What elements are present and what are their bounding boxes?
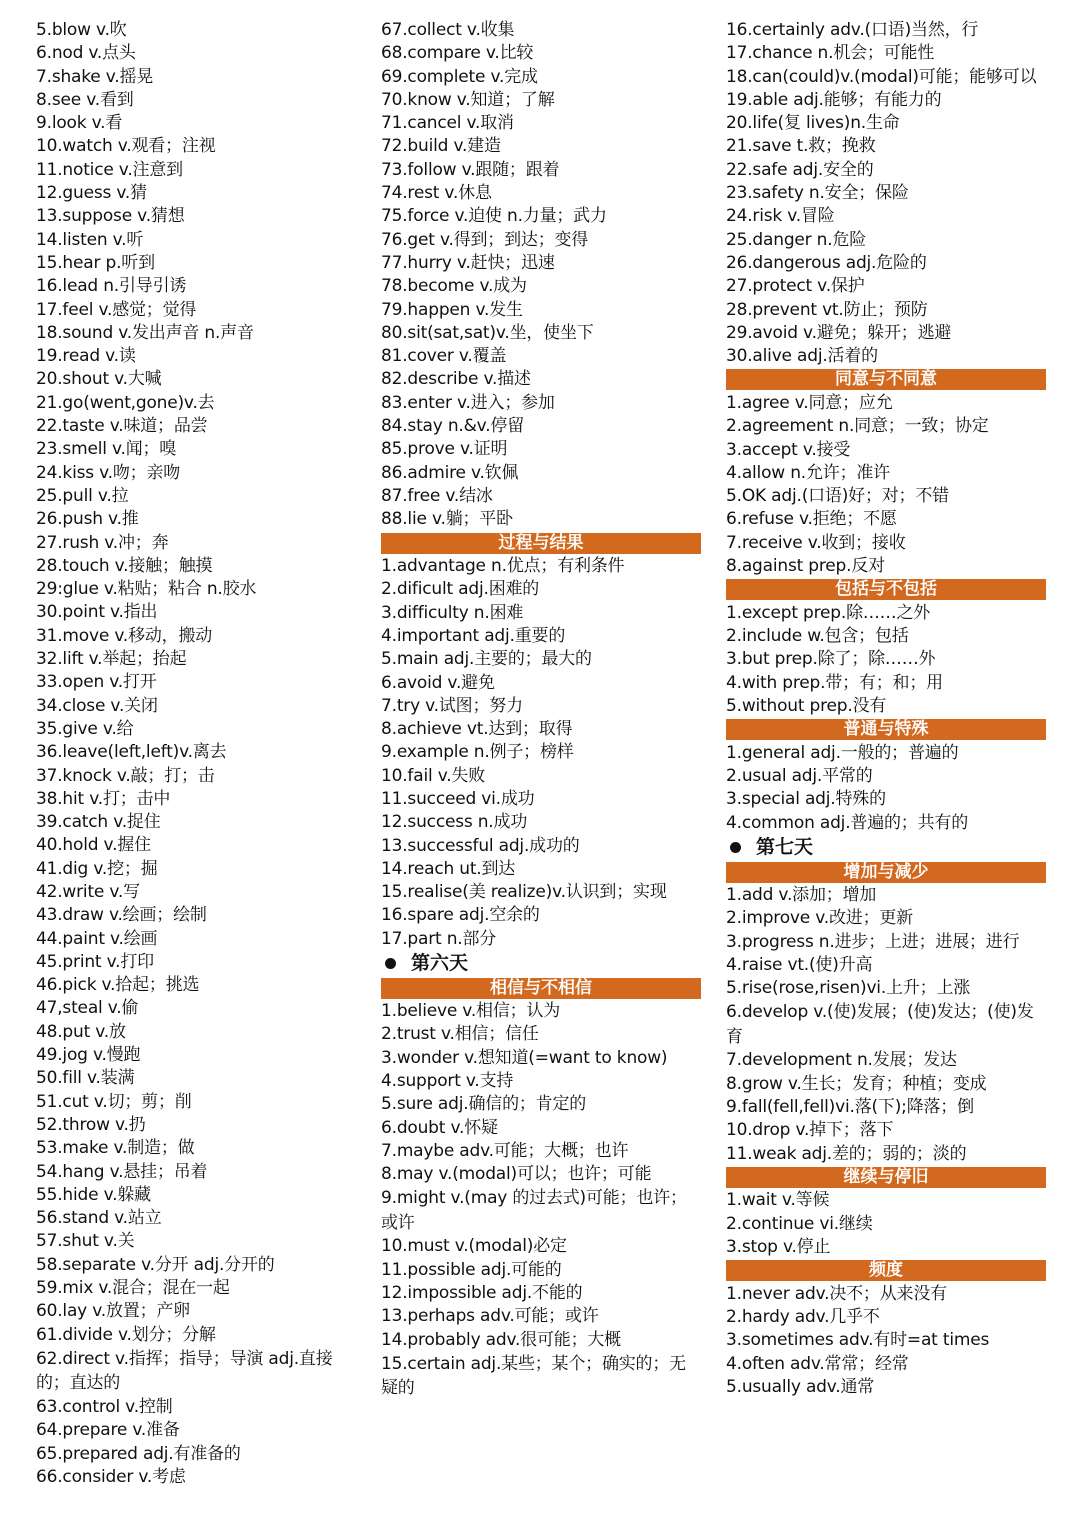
vocab-entry: 10.fail v.失败 bbox=[381, 765, 486, 786]
bullet-dot-icon bbox=[730, 842, 741, 853]
vocab-entry: 83.enter v.进入；参加 bbox=[381, 392, 555, 413]
vocab-entry: 3.special adj.特殊的 bbox=[726, 789, 886, 810]
vocab-entry: 64.prepare v.准备 bbox=[36, 1420, 180, 1441]
vocab-entry: 15.hear p.听到 bbox=[36, 252, 155, 273]
vocab-entry: 76.get v.得到；到达；变得 bbox=[381, 229, 589, 250]
vocab-entry: 20.shout v.大喊 bbox=[36, 369, 162, 390]
vocab-entry: 1.believe v.相信；认为 bbox=[381, 1001, 561, 1022]
vocab-entry: 54.hang v.悬挂；吊着 bbox=[36, 1161, 208, 1182]
day-heading bbox=[381, 951, 701, 976]
vocab-entry: 81.cover v.覆盖 bbox=[381, 346, 507, 367]
vocab-entry: 11.succeed vi.成功 bbox=[381, 789, 535, 809]
vocab-entry: 45.print v.打印 bbox=[36, 951, 154, 972]
vocab-entry: 32.lift v.举起；抬起 bbox=[36, 649, 187, 670]
vocab-entry: 80.sit(sat,sat)v.坐，使坐下 bbox=[381, 322, 594, 343]
vocab-entry: 18.can(could)v.(modal)可能；能够可以 bbox=[726, 66, 1037, 87]
vocab-entry: 73.follow v.跟随；跟着 bbox=[381, 159, 560, 180]
vocab-entry: 67.collect v.收集 bbox=[381, 20, 515, 40]
vocab-entry: 6.avoid v.避免 bbox=[381, 672, 495, 693]
vocab-column-2 bbox=[381, 19, 701, 1401]
vocab-entry: 44.paint v.绘画 bbox=[36, 928, 158, 949]
vocab-entry: 5.usually adv.通常 bbox=[726, 1377, 875, 1398]
day-heading bbox=[726, 835, 1046, 860]
vocab-entry: 9.look v.看 bbox=[36, 113, 123, 134]
vocab-entry: 5.main adj.主要的；最大的 bbox=[381, 649, 592, 670]
vocab-entry: 8.see v.看到 bbox=[36, 89, 134, 110]
vocab-entry: 19.read v.读 bbox=[36, 346, 136, 367]
vocab-entry: 39.catch v.捉住 bbox=[36, 812, 161, 833]
vocab-entry: 52.throw v.扔 bbox=[36, 1114, 146, 1135]
vocab-entry: 33.open v.打开 bbox=[36, 672, 157, 693]
vocab-entry: 13.perhaps adv.可能；或许 bbox=[381, 1306, 599, 1327]
vocab-entry: 6.doubt v.怀疑 bbox=[381, 1117, 498, 1138]
vocab-entry: 23.safety n.安全；保险 bbox=[726, 183, 909, 204]
vocab-entry: 2.include w.包含；包括 bbox=[726, 626, 909, 647]
vocab-entry: 21.go(went,gone)v.去 bbox=[36, 392, 215, 413]
vocab-entry: 38.hit v.打；击中 bbox=[36, 788, 171, 809]
vocab-entry: 15.certain adj.某些；某个；确实的；无疑的 bbox=[381, 1353, 686, 1399]
vocab-entry: 2.agreement n.同意；一致；协定 bbox=[726, 416, 989, 437]
vocab-entry: 57.shut v.关 bbox=[36, 1231, 135, 1252]
vocab-entry: 13.successful adj.成功的 bbox=[381, 835, 580, 856]
vocab-entry: 3.but prep.除了；除……外 bbox=[726, 649, 936, 670]
vocab-entry: 17.feel v.感觉；觉得 bbox=[36, 299, 197, 320]
vocab-column-1 bbox=[36, 19, 366, 1489]
section-header: 过程与结果 bbox=[381, 533, 701, 554]
vocab-entry: 20.life(复 lives)n.生命 bbox=[726, 113, 900, 134]
vocab-entry: 55.hide v.躲藏 bbox=[36, 1184, 151, 1205]
vocab-entry: 6.refuse v.拒绝；不愿 bbox=[726, 509, 897, 530]
vocab-entry: 82.describe v.描述 bbox=[381, 369, 531, 390]
vocab-entry: 15.realise(美 realize)v.认识到；实现 bbox=[381, 882, 667, 903]
vocab-entry: 30.point v.指出 bbox=[36, 602, 158, 623]
vocab-entry: 51.cut v.切；剪；削 bbox=[36, 1091, 192, 1112]
vocab-entry: 9.fall(fell,fell)vi.落(下);降落；倒 bbox=[726, 1097, 974, 1118]
vocab-entry: 10.drop v.掉下；落下 bbox=[726, 1120, 894, 1141]
vocab-entry: 40.hold v.握住 bbox=[36, 835, 151, 856]
vocab-entry: 7.receive v.收到；接收 bbox=[726, 532, 906, 553]
vocab-entry: 85.prove v.证明 bbox=[381, 439, 508, 460]
vocab-entry: 69.complete v.完成 bbox=[381, 66, 538, 87]
vocab-entry: 23.smell v.闻；嗅 bbox=[36, 439, 177, 460]
vocab-entry: 34.close v.关闭 bbox=[36, 695, 158, 716]
vocab-entry: 2.dificult adj.困难的 bbox=[381, 579, 540, 600]
day-heading-label: 第六天 bbox=[411, 952, 469, 975]
section-header: 普通与特殊 bbox=[726, 719, 1046, 740]
vocab-entry: 9.example n.例子；榜样 bbox=[381, 742, 574, 763]
vocab-entry: 88.lie v.躺；平卧 bbox=[381, 509, 513, 530]
vocab-entry: 84.stay n.&v.停留 bbox=[381, 416, 525, 437]
vocab-entry: 2.hardy adv.几乎不 bbox=[726, 1307, 880, 1328]
vocab-entry: 35.give v.给 bbox=[36, 718, 134, 739]
vocab-entry: 24.kiss v.吻；亲吻 bbox=[36, 462, 181, 483]
vocab-entry: 59.mix v.混合；混在一起 bbox=[36, 1278, 230, 1299]
vocab-entry: 5.sure adj.确信的；肯定的 bbox=[381, 1094, 587, 1115]
vocab-entry: 41.dig v.挖；掘 bbox=[36, 858, 158, 879]
vocab-entry: 62.direct v.指挥；指导；导演 adj.直接的；直达的 bbox=[36, 1348, 333, 1394]
vocab-entry: 72.build v.建造 bbox=[381, 136, 501, 157]
vocab-entry: 3.stop v.停止 bbox=[726, 1237, 831, 1258]
vocab-entry: 53.make v.制造；做 bbox=[36, 1138, 195, 1159]
vocab-entry: 14.listen v.听 bbox=[36, 229, 144, 250]
vocab-entry: 5.OK adj.(口语)好；对；不错 bbox=[726, 486, 949, 507]
vocab-entry: 7.development n.发展；发达 bbox=[726, 1050, 957, 1071]
vocab-entry: 14.reach ut.到达 bbox=[381, 858, 516, 879]
vocab-entry: 4.common adj.普遍的；共有的 bbox=[726, 812, 969, 833]
vocab-entry: 29:glue v.粘贴；粘合 n.胶水 bbox=[36, 579, 257, 600]
vocab-entry: 8.against prep.反对 bbox=[726, 556, 885, 577]
vocab-entry: 12.success n.成功 bbox=[381, 812, 528, 833]
vocab-entry: 11.possible adj.可能的 bbox=[381, 1259, 562, 1280]
vocab-entry: 13.suppose v.猜想 bbox=[36, 206, 185, 227]
section-header: 频度 bbox=[726, 1260, 1046, 1281]
vocab-entry: 4.raise vt.(使)升高 bbox=[726, 954, 873, 975]
day-heading-label: 第七天 bbox=[756, 836, 814, 858]
vocab-entry: 87.free v.结冰 bbox=[381, 485, 493, 506]
vocab-entry: 70.know v.知道；了解 bbox=[381, 89, 555, 110]
vocab-entry: 4.support v.支持 bbox=[381, 1070, 514, 1091]
vocab-entry: 12.impossible adj.不能的 bbox=[381, 1283, 583, 1304]
vocab-entry: 2.usual adj.平常的 bbox=[726, 766, 873, 787]
vocab-entry: 16.lead n.引导引诱 bbox=[36, 276, 187, 297]
vocab-entry: 22.safe adj.安全的 bbox=[726, 159, 874, 180]
vocab-entry: 4.with prep.带；有；和；用 bbox=[726, 672, 943, 693]
vocab-entry: 68.compare v.比较 bbox=[381, 43, 534, 64]
vocab-entry: 3.progress n.进步；上进；进展；进行 bbox=[726, 931, 1020, 952]
vocab-entry: 10.watch v.观看；注视 bbox=[36, 136, 216, 157]
vocab-entry: 3.difficulty n.困难 bbox=[381, 602, 524, 623]
vocab-entry: 6.nod v.点头 bbox=[36, 43, 136, 64]
vocab-entry: 7.try v.试图；努力 bbox=[381, 695, 523, 716]
vocab-entry: 5.blow v.吹 bbox=[36, 20, 127, 40]
vocab-entry: 4.allow n.允许；准许 bbox=[726, 462, 890, 483]
vocab-entry: 5.rise(rose,risen)vi.上升；上涨 bbox=[726, 978, 971, 999]
vocab-entry: 37.knock v.敲；打；击 bbox=[36, 765, 215, 786]
vocab-entry: 1.never adv.决不；从来没有 bbox=[726, 1283, 947, 1304]
vocab-entry: 74.rest v.休息 bbox=[381, 183, 492, 204]
vocab-entry: 36.leave(left,left)v.离去 bbox=[36, 742, 227, 763]
section-header: 包括与不包括 bbox=[726, 579, 1046, 600]
vocab-entry: 21.save t.救；挽救 bbox=[726, 136, 876, 157]
vocab-entry: 11.weak adj.差的；弱的；淡的 bbox=[726, 1143, 967, 1164]
vocab-entry: 10.must v.(modal)必定 bbox=[381, 1236, 567, 1257]
vocab-entry: 65.prepared adj.有准备的 bbox=[36, 1443, 241, 1464]
bullet-dot-icon bbox=[385, 958, 396, 969]
vocab-entry: 26.push v.推 bbox=[36, 509, 139, 530]
vocab-column-3 bbox=[726, 19, 1046, 1399]
vocab-entry: 8.may v.(modal)可以；也许；可能 bbox=[381, 1164, 652, 1185]
vocab-entry: 7.shake v.摇晃 bbox=[36, 66, 154, 87]
vocab-entry: 6.develop v.(使)发展；(使)发达；(使)发育 bbox=[726, 1002, 1034, 1047]
vocab-entry: 25.pull v.拉 bbox=[36, 485, 129, 506]
vocab-entry: 50.fill v.装满 bbox=[36, 1068, 135, 1089]
vocab-entry: 1.advantage n.优点；有利条件 bbox=[381, 556, 625, 577]
vocab-entry: 18.sound v.发出声音 n.声音 bbox=[36, 322, 254, 343]
vocab-entry: 12.guess v.猜 bbox=[36, 183, 147, 204]
vocab-entry: 16.spare adj.空余的 bbox=[381, 905, 540, 926]
vocab-entry: 75.force v.迫使 n.力量；武力 bbox=[381, 206, 607, 227]
vocab-entry: 1.general adj.一般的；普遍的 bbox=[726, 742, 959, 763]
vocab-entry: 48.put v.放 bbox=[36, 1021, 126, 1042]
vocab-entry: 22.taste v.味道；品尝 bbox=[36, 416, 208, 437]
vocab-entry: 86.admire v.钦佩 bbox=[381, 462, 519, 483]
vocab-entry: 3.sometimes adv.有时=at times bbox=[726, 1330, 990, 1351]
vocab-entry: 2.continue vi.继续 bbox=[726, 1213, 873, 1234]
vocab-entry: 3.accept v.接受 bbox=[726, 439, 851, 460]
vocab-entry: 7.maybe adv.可能；大概；也许 bbox=[381, 1140, 629, 1161]
vocab-entry: 79.happen v.发生 bbox=[381, 299, 523, 320]
vocab-entry: 1.except prep.除……之外 bbox=[726, 602, 931, 623]
vocab-entry: 25.danger n.危险 bbox=[726, 229, 867, 250]
vocab-entry: 43.draw v.绘画；绘制 bbox=[36, 905, 207, 926]
vocab-entry: 14.probably adv.很可能；大概 bbox=[381, 1329, 621, 1350]
section-header: 继续与停旧 bbox=[726, 1167, 1046, 1188]
vocab-entry: 1.wait v.等候 bbox=[726, 1190, 830, 1211]
vocab-entry: 2.improve v.改进；更新 bbox=[726, 908, 913, 929]
vocab-entry: 2.trust v.相信；信任 bbox=[381, 1024, 539, 1045]
vocab-entry: 49.jog v.慢跑 bbox=[36, 1045, 141, 1066]
vocab-entry: 8.grow v.生长；发育；种植；变成 bbox=[726, 1073, 987, 1094]
vocab-entry: 9.might v.(may 的过去式)可能；也许；或许 bbox=[381, 1188, 687, 1233]
vocab-entry: 5.without prep.没有 bbox=[726, 696, 887, 717]
vocab-entry: 29.avoid v.避免；躲开；逃避 bbox=[726, 322, 952, 343]
vocab-entry: 60.lay v.放置；产卵 bbox=[36, 1301, 190, 1322]
vocab-entry: 1.add v.添加；增加 bbox=[726, 885, 877, 905]
vocab-entry: 77.hurry v.赶快；迅速 bbox=[381, 252, 555, 273]
vocab-entry: 61.divide v.划分；分解 bbox=[36, 1324, 216, 1345]
vocab-entry: 28.touch v.接触；触摸 bbox=[36, 555, 213, 576]
vocab-entry: 78.become v.成为 bbox=[381, 276, 527, 297]
section-header: 相信与不相信 bbox=[381, 978, 701, 999]
vocab-entry: 4.often adv.常常；经常 bbox=[726, 1353, 909, 1374]
vocab-entry: 47,steal v.偷 bbox=[36, 998, 139, 1019]
vocab-entry: 1.agree v.同意；应允 bbox=[726, 392, 893, 413]
vocab-entry: 66.consider v.考虑 bbox=[36, 1466, 186, 1487]
vocab-entry: 8.achieve vt.达到；取得 bbox=[381, 719, 573, 740]
vocab-entry: 11.notice v.注意到 bbox=[36, 159, 183, 180]
section-header: 增加与减少 bbox=[726, 862, 1046, 883]
vocab-entry: 17.part n.部分 bbox=[381, 928, 497, 949]
vocab-entry: 24.risk v.冒险 bbox=[726, 206, 835, 227]
vocab-entry: 17.chance n.机会；可能性 bbox=[726, 43, 935, 64]
vocab-entry: 56.stand v.站立 bbox=[36, 1208, 162, 1229]
vocab-entry: 4.important adj.重要的 bbox=[381, 625, 566, 646]
vocab-entry: 27.rush v.冲；奔 bbox=[36, 532, 169, 553]
vocab-entry: 19.able adj.能够；有能力的 bbox=[726, 89, 942, 110]
vocab-entry: 16.certainly adv.(口语)当然，行 bbox=[726, 20, 979, 40]
vocab-entry: 71.cancel v.取消 bbox=[381, 113, 514, 134]
vocab-entry: 27.protect v.保护 bbox=[726, 276, 865, 297]
vocab-entry: 42.write v.写 bbox=[36, 881, 140, 902]
vocab-entry: 46.pick v.拾起；挑选 bbox=[36, 975, 200, 996]
vocab-entry: 63.control v.控制 bbox=[36, 1396, 173, 1417]
vocab-entry: 58.separate v.分开 adj.分开的 bbox=[36, 1254, 275, 1275]
vocab-entry: 28.prevent vt.防止；预防 bbox=[726, 299, 928, 320]
vocab-entry: 3.wonder v.想知道(=want to know) bbox=[381, 1047, 668, 1068]
vocab-entry: 26.dangerous adj.危险的 bbox=[726, 252, 927, 273]
vocab-entry: 30.alive adj.活着的 bbox=[726, 346, 878, 367]
section-header: 同意与不同意 bbox=[726, 369, 1046, 390]
vocab-entry: 31.move v.移动，搬动 bbox=[36, 625, 213, 646]
